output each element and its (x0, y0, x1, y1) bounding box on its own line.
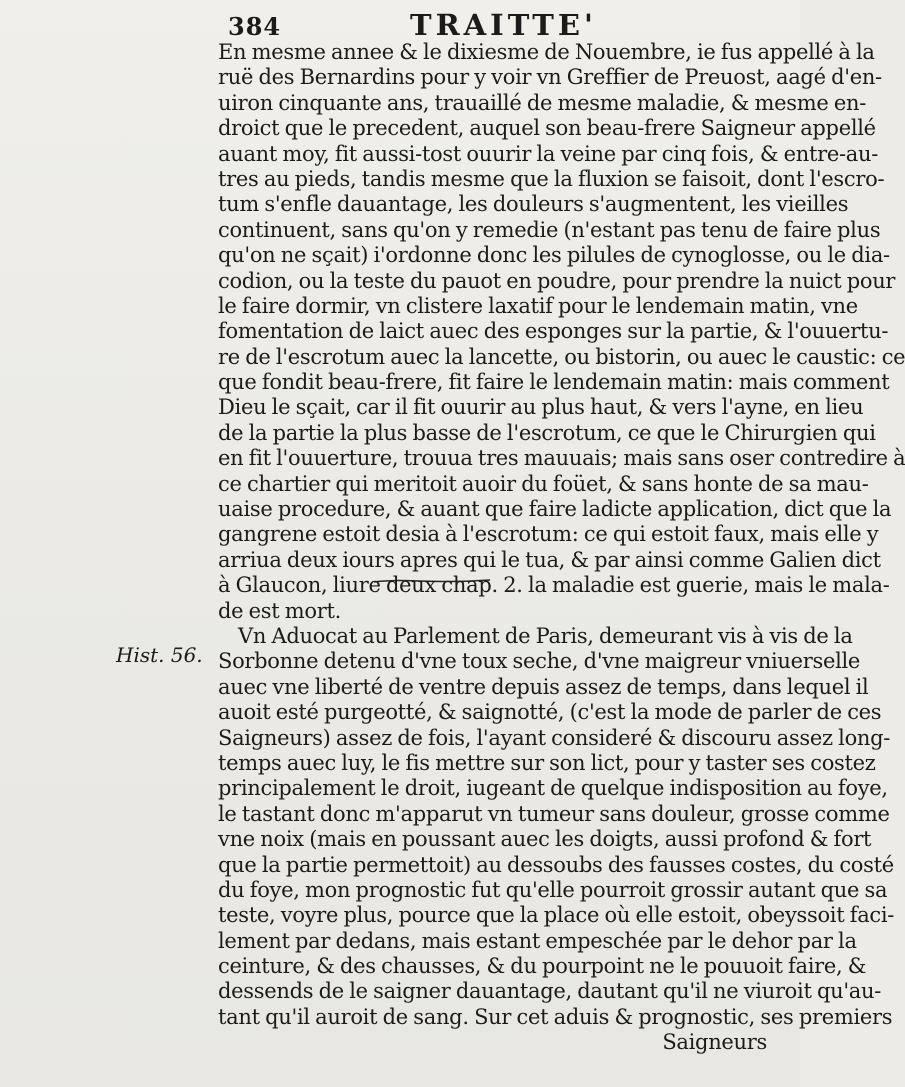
text-line: ceinture, & des chausses, & du pourpoint ne le pouuoit faire, & (218, 954, 867, 979)
page-header (228, 6, 788, 40)
body-text (218, 40, 905, 1056)
text-line: que fondit beau-frere, fit faire le lendemain matin: mais comment (218, 370, 890, 395)
text-line: Saigneurs) assez de fois, l'ayant consideré & discouru assez long- (218, 725, 891, 750)
text-line: ruë des Bernardins pour y voir vn Greffier de Preuost, aagé d'en- (218, 65, 882, 90)
text-line: auoit esté purgeotté, & saignotté, (c'est la mode de parler de ces (218, 700, 882, 725)
text-line: à Glaucon, liure deux chap. 2. la maladie est guerie, mais le mala- (218, 573, 890, 598)
text-line: le faire dormir, vn clistere laxatif pour le lendemain matin, vne (218, 293, 858, 318)
text-line: vne noix (mais en poussant auec les doigts, aussi profond & fort (218, 827, 872, 852)
text-line: du foye, mon prognostic fut qu'elle pourroit grossir autant que sa (218, 877, 888, 902)
text-line: tum s'enfle dauantage, les douleurs s'augmentent, les vieilles (218, 192, 849, 217)
text-line: uaise procedure, & auant que faire ladicte application, dict que la (218, 497, 892, 522)
catchword: Saigneurs (662, 1030, 767, 1055)
text-line: dessends de le saigner dauantage, dautant qu'il ne viuroit qu'au- (218, 979, 882, 1004)
text-line: tres au pieds, tandis mesme que la fluxion se faisoit, dont l'escro- (218, 166, 885, 191)
text-line: teste, voyre plus, pource que la place où elle estoit, obeyssoit faci- (218, 903, 895, 928)
running-title: TRAITTE' (410, 8, 597, 42)
text-line: le tastant donc m'apparut vn tumeur sans douleur, grosse comme (218, 801, 890, 826)
text-line: arriua deux iours apres qui le tua, & par ainsi comme Galien dict (218, 547, 881, 572)
text-line: auec vne liberté de ventre depuis assez de temps, dans lequel il (218, 674, 869, 699)
text-line: Sorbonne detenu d'vne toux seche, d'vne maigreur vniuerselle (218, 649, 861, 674)
text-line: Dieu le sçait, car il fit ouurir au plus haut, & vers l'ayne, en lieu (218, 395, 864, 420)
text-line: fomentation de laict auec des esponges sur la partie, & l'ouuertu- (218, 319, 889, 344)
paragraph-start-line: Vn Aduocat au Parlement de Paris, demeurant vis à vis de la (238, 623, 853, 648)
text-line: continuent, sans qu'on y remedie (n'estant pas tenu de faire plus (218, 217, 881, 242)
text-line: en fit l'ouuerture, trouua tres mauuais; mais sans oser contredire à (218, 446, 905, 471)
text-line: temps auec luy, le fis mettre sur son lict, pour y taster ses costez (218, 750, 876, 775)
text-line: tant qu'il auroit de sang. Sur cet aduis & prognostic, ses premiers (218, 1004, 893, 1029)
text-line: lement par dedans, mais estant empeschée par le dehor par la (218, 928, 857, 953)
text-line: uiron cinquante ans, trauaillé de mesme maladie, & mesme en- (218, 90, 866, 115)
text-line: de la partie la plus basse de l'escrotum, ce que le Chirurgien qui (218, 420, 876, 445)
text-line: droict que le precedent, auquel son beau-frere Saigneur appellé (218, 116, 876, 141)
text-line: codion, ou la teste du pauot en poudre, pour prendre la nuict pour (218, 268, 896, 293)
text-line: re de l'escrotum auec la lancette, ou bistorin, ou auec le caustic: ce (218, 344, 905, 369)
page-number: 384 (228, 12, 282, 41)
margin-note: Hist. 56. (116, 643, 203, 667)
text-line: gangrene estoit desia à l'escrotum: ce qui estoit faux, mais elle y (218, 522, 879, 547)
text-line: qu'on ne sçait) i'ordonne donc les pilules de cynoglosse, ou le dia- (218, 243, 890, 268)
text-line: En mesme annee & le dixiesme de Nouembre, ie fus appellé à la (218, 40, 875, 64)
text-line: auant moy, fit aussi-tost ouurir la veine par cinq fois, & entre-au- (218, 141, 879, 166)
text-line: ce chartier qui meritoit auoir du foüet, & sans honte de sa mau- (218, 471, 869, 496)
text-line: principalement le droit, iugeant de quelque indisposition au foye, (218, 776, 888, 801)
text-line: que la partie permettoit) au dessoubs des fausses costes, du costé (218, 852, 894, 877)
text-line: de est mort. (218, 598, 341, 623)
